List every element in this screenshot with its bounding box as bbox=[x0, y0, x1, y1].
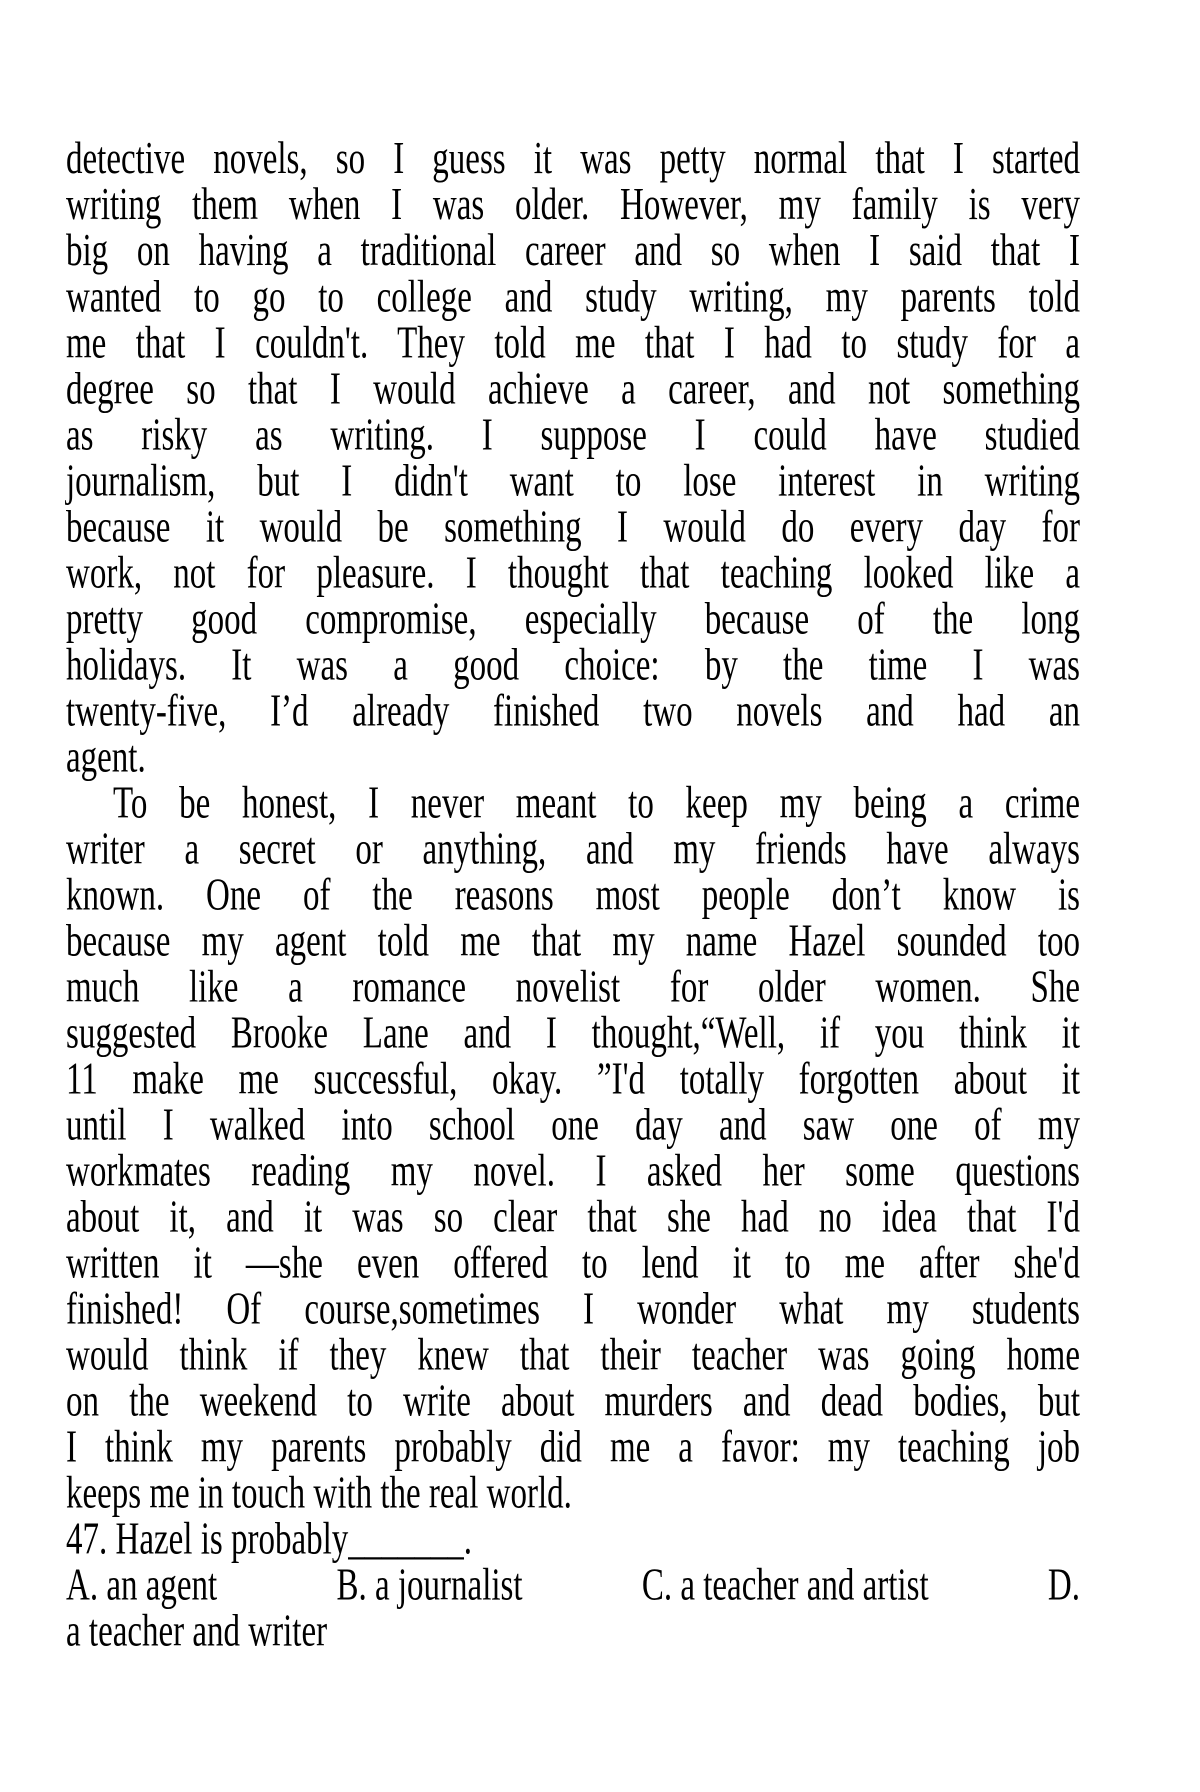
option-a: A. an agent bbox=[66, 1560, 218, 1611]
text-line: because my agent told me that my name Hazel sounded too bbox=[66, 916, 1080, 967]
text-line: wanted to go to college and study writing, my parents told bbox=[66, 272, 1080, 323]
text-line: would think if they knew that their teacher was going home bbox=[66, 1330, 1080, 1381]
text-line: journalism, but I didn't want to lose interest in writing bbox=[66, 456, 1080, 507]
text-line: degree so that I would achieve a career, and not something bbox=[66, 364, 1080, 415]
text-line: agent. bbox=[66, 732, 146, 783]
text-line: writer a secret or anything, and my friends have always bbox=[66, 824, 1080, 875]
reading-passage bbox=[66, 134, 1080, 1657]
text-line: on the weekend to write about murders and dead bodies, but bbox=[66, 1376, 1080, 1427]
text-line: finished! Of course,sometimes I wonder what my students bbox=[66, 1284, 1080, 1335]
text-line: me that I couldn't. They told me that I had to study for a bbox=[66, 318, 1080, 369]
text-line: because it would be something I would do every day for bbox=[66, 502, 1080, 553]
option-b: B. a journalist bbox=[336, 1560, 523, 1611]
text-line: twenty-five, I’d already finished two novels and had an bbox=[66, 686, 1080, 737]
passage-paragraph-1 bbox=[66, 134, 1080, 783]
text-line: keeps me in touch with the real world. bbox=[66, 1468, 572, 1519]
text-line: until I walked into school one day and saw one of my bbox=[66, 1100, 1080, 1151]
text-line: To be honest, I never meant to keep my being a crime bbox=[113, 778, 1080, 829]
passage-paragraph-2 bbox=[66, 778, 1080, 1519]
text-line: workmates reading my novel. I asked her some questions bbox=[66, 1146, 1080, 1197]
text-line: holidays. It was a good choice: by the time I was bbox=[66, 640, 1080, 691]
option-c: C. a teacher and artist bbox=[641, 1560, 929, 1611]
text-line: 11 make me successful, okay. ”I'd totally forgotten about it bbox=[66, 1054, 1080, 1105]
text-line: about it, and it was so clear that she had no idea that I'd bbox=[66, 1192, 1080, 1243]
question-47 bbox=[66, 1514, 1080, 1657]
text-line: detective novels, so I guess it was petty normal that I started bbox=[66, 134, 1080, 185]
text-line: written it —she even offered to lend it to me after she'd bbox=[66, 1238, 1080, 1289]
question-47-options-row bbox=[66, 1560, 1080, 1611]
text-line: suggested Brooke Lane and I thought,“Well, if you think it bbox=[66, 1008, 1080, 1059]
question-47-stem: 47. Hazel is probably_______. bbox=[66, 1514, 473, 1565]
text-line: I think my parents probably did me a favor: my teaching job bbox=[66, 1422, 1080, 1473]
option-d: D. bbox=[1047, 1560, 1080, 1611]
text-line: work, not for pleasure. I thought that teaching looked like a bbox=[66, 548, 1080, 599]
text-line: writing them when I was older. However, my family is very bbox=[66, 180, 1080, 231]
text-line: much like a romance novelist for older women. She bbox=[66, 962, 1080, 1013]
option-d-continuation: a teacher and writer bbox=[66, 1606, 328, 1657]
text-line: known. One of the reasons most people don’t know is bbox=[66, 870, 1080, 921]
text-line: as risky as writing. I suppose I could have studied bbox=[66, 410, 1080, 461]
text-line: pretty good compromise, especially because of the long bbox=[66, 594, 1080, 645]
text-line: big on having a traditional career and so when I said that I bbox=[66, 226, 1080, 277]
